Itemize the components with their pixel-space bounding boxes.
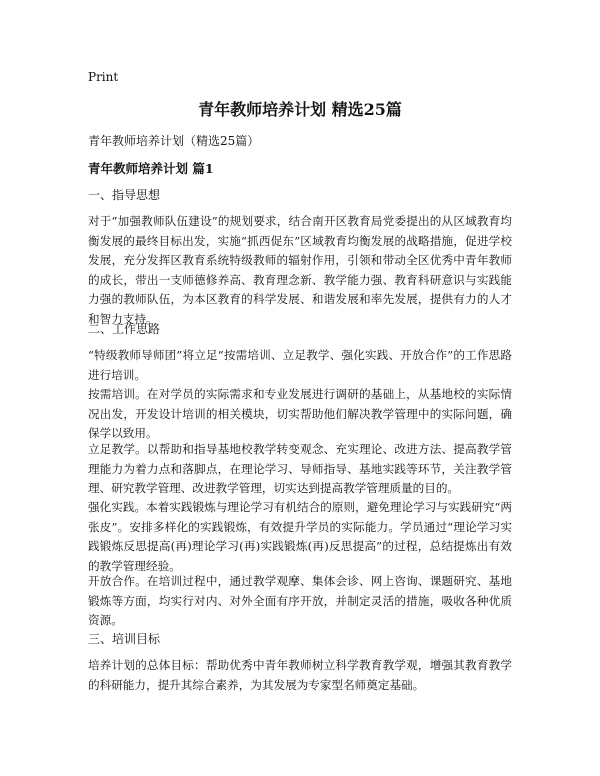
paragraph-needs-training: 按需培训。在对学员的实际需求和专业发展进行调研的基础上，从基地校的实际情况出发，开发设计培训的相关模块，切实帮助他们解决教学管理中的实际问题，确保学以致用。	[88, 387, 512, 440]
document-title: 青年教师培养计划 精选25篇	[198, 100, 402, 119]
heading-work-approach: 二、工作思路	[88, 322, 161, 336]
section-title: 青年教师培养计划 篇1	[88, 161, 214, 176]
heading-guiding-ideology: 一、指导思想	[88, 188, 161, 202]
document-subtitle: 青年教师培养计划（精选25篇）	[88, 134, 260, 148]
paragraph-guiding-ideology: 对于“加强教师队伍建设”的规划要求，结合南开区教育局党委提出的从区域教育均衡发展的最终目标出发，实施“抓西促东”区域教育均衡发展的战略措施，促进学校发展，充分发挥区教育系统特级教师的辐射作用，引领和带动全区优秀中青年教师的成长，带出一支师德修养高、教育理念新、教学能力强、教育科研意识与实践能力强的教师队伍，为本区教育的科学发展、和谐发展和率先发展，提供有力的人才和智力支持。	[88, 214, 512, 326]
heading-training-goals: 三、培训目标	[88, 632, 161, 646]
print-label: Print	[88, 70, 119, 84]
paragraph-teaching-focus: 立足教学。以帮助和指导基地校教学转变观念、充实理论、改进方法、提高教学管理能力为着力点和落脚点，在理论学习、导师指导、基地实践等环节，关注教学管理、研究教学管理、改进教学管理，切实达到提高教学管理质量的目的。	[88, 442, 512, 495]
paragraph-training-goals: 培养计划的总体目标：帮助优秀中青年教师树立科学教育教学观，增强其教育教学的科研能力，提升其综合素养，为其发展为专家型名师奠定基础。	[88, 658, 512, 692]
paragraph-open-cooperation: 开放合作。在培训过程中，通过教学观摩、集体会诊、网上咨询、课题研究、基地锻炼等方面，均实行对内、对外全面有序开放，并制定灵活的措施，吸收各种优质资源。	[88, 574, 512, 627]
paragraph-practice: 强化实践。本着实践锻炼与理论学习有机结合的原则，避免理论学习与实践研究“两张皮”。安排多样化的实践锻炼，有效提升学员的实际能力。学员通过“理论学习实践锻炼反思提高(再)理论学习(再)实践锻炼(再)反思提高”的过程，总结提炼出有效的教学管理经验。	[88, 500, 512, 573]
paragraph-work-approach: “特级教师导师团”将立足“按需培训、立足教学、强化实践、开放合作”的工作思路进行培训。	[88, 348, 512, 382]
